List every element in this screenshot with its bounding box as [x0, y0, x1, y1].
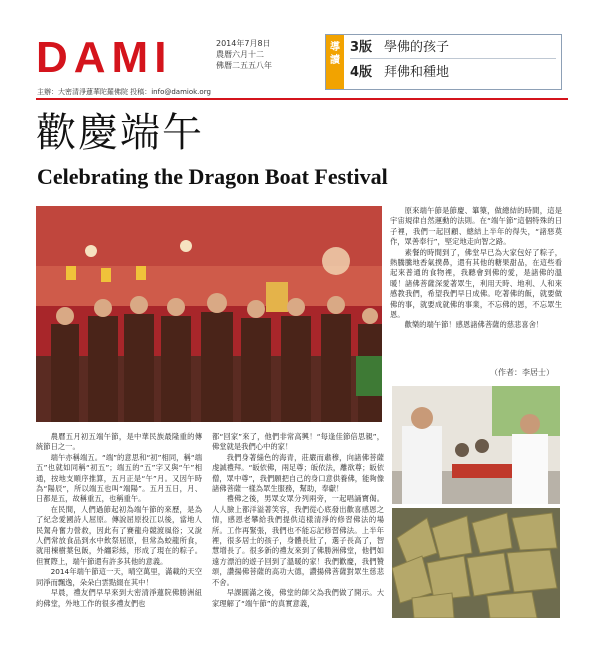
index-item-title: 拜佛和種地 [384, 65, 450, 80]
masthead-divider [36, 98, 568, 100]
paragraph: 都“回家”來了，他們非常高興！“每逢佳節倍思親”，佛堂就是我們心中的家！ [212, 432, 384, 452]
paragraph: 早課圓滿之後，佛堂的師父為我們做了開示。大家理解了“端午節”的真實意義， [212, 588, 384, 608]
paragraph: 禮佛之後，男眾女眾分列兩旁，一起唱誦寶偈。人人臉上都洋溢著笑容，我們從心底發出歡喜感恩之情，感恩老攀給我們提供這樣清淨的修習佛法的場所。工作再緊張，我們也不能忘記修習佛法。上半年裡，很多居士的孩子，身體長壯了，選子長高了，智慧增長了。很多新的禮友來到了佛勝洲佛堂，他們如遠方漂泊的遊子回到了溫暖的家！我們歡慶，我們贊頌，讚揚佛菩薩的高功大德，讚揚佛菩薩對眾生慈悲不舍。 [212, 494, 384, 587]
dami-logo: DAMI [36, 33, 173, 82]
article-column-2 [212, 432, 384, 609]
monks-gathering-photo [36, 206, 382, 422]
zongzi-dumplings-photo [392, 508, 560, 618]
article-author: （作者：李居士） [490, 368, 554, 377]
paragraph: 我們身著緇色的海青，莊嚴而肅穆，向諸佛菩薩虔誠禮拜。“皈依佛，兩足尊；皈依法，離欲尊；皈依僧，眾中尊”，我們願把自己的身口意供養佛，能夠像諸佛菩薩一樣為眾生服務，幫助，奉獻！ [212, 452, 384, 494]
paragraph: 2014年端午節這一天，晴空萬里，滿載的天空同淨而飄逸，朵朵白雲點綴在其中！ [36, 567, 202, 587]
date-buddhist: 佛曆二五五八年 [216, 61, 272, 70]
paragraph: 農曆五月初五端午節，是中華民族最隆重的傳統節日之一。 [36, 432, 202, 452]
article-title-chinese: 歡慶端午 [36, 110, 204, 156]
article-title-english: Celebrating the Dragon Boat Festival [37, 164, 388, 189]
serving-food-photo [392, 386, 560, 504]
paragraph: 歡樂的端午節！感恩諸佛菩薩的慈悲喜舍！ [404, 320, 544, 330]
paragraph: 在民間，人們過節起初為端午節的來歷，是為了紀念愛國詩人屈原。傳說屈原投江以後，當地人民駕舟奮力營救，因此有了賽龍舟競渡風俗；又說人們常放食品到水中飲祭屈原，但常為蛟龍所食，就用楝樹葉包飯，外纏彩絲，形成了現在的粽子。但實際上，端午節還有許多其他的意義。 [36, 504, 202, 566]
index-tab-label: 導讀 [326, 35, 344, 89]
article-column-1 [36, 432, 202, 609]
index-item[interactable] [350, 38, 556, 59]
index-page-number: 4版 [350, 65, 373, 80]
index-page-number: 3版 [350, 40, 373, 55]
index-item-title: 學佛的孩子 [384, 40, 450, 55]
paragraph: 素餐的時間到了，佛堂早已為大家包好了粽子，熱騰騰地香氣撲鼻，還有其他的糖果甜品，在這些看起來普通的食物裡，我聽會到佛的愛，是諸佛的溫暖！諸佛菩薩深愛著眾生，利用天時、地利、人和來感教我們，希望我們早日成佛。吃著佛的飯，就要做佛的事，就要成就佛的事業，不忘佛的恩，不忘眾生恩。 [390, 247, 562, 320]
paragraph: 原來端午節是節慶、篳篥，做總結的時間，這是宇宙規律自然運動的法則。在“端午節”這個特殊的日子裡，我們一起回顧、總結上半年的得失，“諸惡莫作，眾善奉行”，堅定地走向智之路。 [390, 206, 562, 247]
publisher-contact-line: 主辦：大密清淨蓮華陀羅佛院 投稿：info@damiok.org [37, 88, 211, 96]
date-gregorian: 2014年7月8日 [216, 39, 271, 48]
issue-date-block [216, 38, 272, 71]
date-lunar: 農曆六月十二 [216, 50, 264, 59]
paragraph: 早晨，禮友們早早來到大密清淨蓮院佛勝洲紐約佛堂，外地工作的很多禮友們也 [36, 588, 202, 608]
paragraph: 端午亦稱端五。“端”的意思和“初”相同，稱“端五”也就如同稱“初五”；端五的“五”字又與“午”相通，按地支順序推算，五月正是“午”月。又因午時為“陽辰”，所以端五也叫“端陽”。五月五日，月、日都是五，故稱重五，也稱重午。 [36, 452, 202, 504]
article-column-3 [390, 206, 562, 331]
index-item[interactable] [350, 63, 556, 83]
